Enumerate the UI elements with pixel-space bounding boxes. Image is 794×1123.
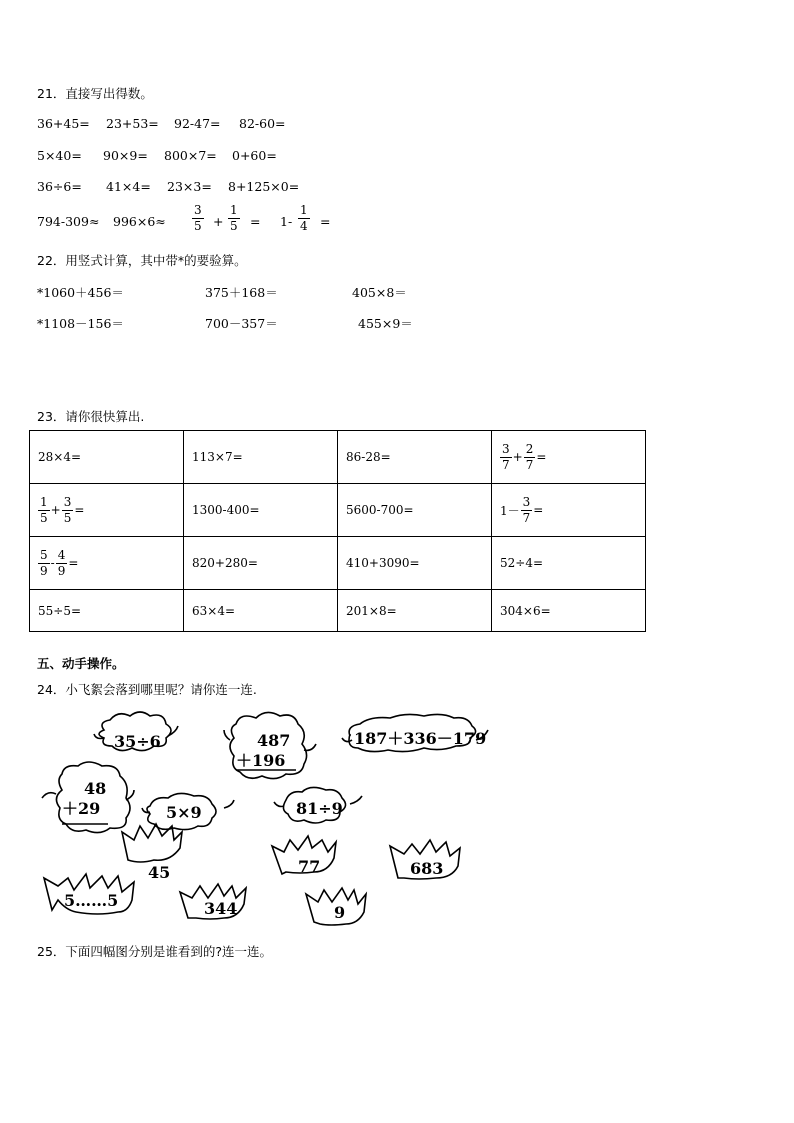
table-cell: 201×8= <box>338 590 492 632</box>
equals-sign: = <box>320 214 331 229</box>
grass-shape <box>122 824 182 862</box>
table-cell: 86-28= <box>338 431 492 484</box>
q21-r3-item: 36÷6= <box>37 179 82 194</box>
denominator: 5 <box>230 219 238 233</box>
numerator: 3 <box>502 441 510 456</box>
q22-item: 700－357＝ <box>205 316 278 331</box>
q21-r1-item: 36+45= <box>37 116 90 131</box>
q22-item: 455×9＝ <box>358 316 413 331</box>
cloud-label: ＋29 <box>62 799 101 818</box>
table-cell: 55÷5= <box>30 590 184 632</box>
q21-title: 21．直接写出得数。 <box>37 86 153 101</box>
plus-sign: + <box>50 503 61 517</box>
cloud-label: 187＋336－179 <box>354 729 487 748</box>
cloud-tail <box>42 793 56 798</box>
q22-title: 22．用竖式计算，其中带*的要验算。 <box>37 253 247 268</box>
cloud-tail <box>350 796 362 804</box>
q21-r2-item: 800×7= <box>164 148 217 163</box>
table-cell <box>492 484 646 537</box>
grass-label: 77 <box>298 857 321 876</box>
cloud-tail <box>342 738 352 742</box>
denominator: 5 <box>194 219 202 233</box>
q21-r2-item: 0+60= <box>232 148 277 163</box>
table-cell: 113×7= <box>184 431 338 484</box>
q23-table <box>29 430 646 632</box>
cloud-tail <box>142 808 150 813</box>
q23-title: 23．请你很快算出. <box>37 409 145 424</box>
cloud-tail <box>224 730 230 740</box>
grass-label: 45 <box>148 863 171 882</box>
denominator: 7 <box>522 510 531 525</box>
q21-r4-estimate: 996×6≈ <box>113 214 166 229</box>
equals-sign: = <box>68 556 79 570</box>
numerator: 1 <box>230 203 238 217</box>
one-minus: 1－ <box>500 503 520 518</box>
equals-sign: = <box>250 214 261 229</box>
equals-sign: = <box>536 450 547 464</box>
cloud-tail <box>224 800 234 808</box>
denominator: 5 <box>63 510 72 525</box>
numerator: 3 <box>194 203 202 217</box>
table-cell <box>492 431 646 484</box>
table-cell: 63×4= <box>184 590 338 632</box>
q22-item: 375＋168＝ <box>205 285 278 300</box>
q21-r2-item: 5×40= <box>37 148 82 163</box>
cloud-label: ＋196 <box>236 751 286 770</box>
table-cell: 410+3090= <box>338 537 492 590</box>
plus-sign: + <box>213 214 224 229</box>
plus-sign: + <box>512 450 523 464</box>
table-cell: 5600-700= <box>338 484 492 537</box>
cloud-label: 35÷6 <box>114 732 161 751</box>
equals-sign: = <box>74 503 85 517</box>
numerator: 5 <box>40 547 48 562</box>
table-cell <box>30 484 184 537</box>
table-cell: 304×6= <box>492 590 646 632</box>
denominator: 9 <box>57 563 66 578</box>
grass-label: 344 <box>204 899 238 918</box>
denominator: 9 <box>40 563 48 578</box>
numerator: 3 <box>63 494 72 509</box>
q21-r1-item: 82-60= <box>239 116 286 131</box>
table-cell: 820+280= <box>184 537 338 590</box>
q22-item: *1060＋456＝ <box>37 285 124 300</box>
q21-r2-item: 90×9= <box>103 148 148 163</box>
table-cell: 1300-400= <box>184 484 338 537</box>
denominator: 7 <box>502 457 510 472</box>
cloud-label: 48 <box>84 779 107 798</box>
q22-item: *1108－156＝ <box>37 316 124 331</box>
q21-r3-item: 23×3= <box>167 179 212 194</box>
q21-r1-item: 92-47= <box>174 116 221 131</box>
grass-label: 9 <box>334 903 346 922</box>
q21-r3-item: 8+125×0= <box>228 179 300 194</box>
cloud-label: 487 <box>257 731 291 750</box>
denominator: 5 <box>40 510 48 525</box>
denominator: 7 <box>525 457 534 472</box>
section-title: 五、动手操作。 <box>37 656 125 671</box>
numerator: 2 <box>525 441 534 456</box>
q21-r3-item: 41×4= <box>106 179 151 194</box>
table-cell: 28×4= <box>30 431 184 484</box>
q21-r4-estimate: 794-309≈ <box>37 214 100 229</box>
q21-r4-fraction <box>192 203 204 234</box>
cloud-tail <box>274 802 284 807</box>
denominator: 4 <box>300 219 308 233</box>
q21-r4-fraction <box>298 203 310 234</box>
q21-r4-fraction <box>228 203 240 234</box>
cloud-label: 5×9 <box>166 803 202 822</box>
table-cell: 52÷4= <box>492 537 646 590</box>
q25-title: 25．下面四幅图分别是谁看到的?连一连。 <box>37 944 273 959</box>
grass-label: 5……5 <box>64 891 119 910</box>
grass-label: 683 <box>410 859 444 878</box>
numerator: 1 <box>40 494 48 509</box>
q21-r1-item: 23+53= <box>106 116 159 131</box>
q24-title: 24．小飞絮会落到哪里呢？请你连一连. <box>37 682 257 697</box>
q24-illustration <box>0 700 794 930</box>
equals-sign: = <box>533 503 544 517</box>
one-minus: 1- <box>280 214 293 229</box>
cloud-label: 81÷9 <box>296 799 343 818</box>
numerator: 4 <box>57 547 66 562</box>
numerator: 3 <box>522 494 531 509</box>
q22-item: 405×8＝ <box>352 285 407 300</box>
minus-sign: - <box>50 556 55 570</box>
numerator: 1 <box>300 203 308 217</box>
table-cell <box>30 537 184 590</box>
